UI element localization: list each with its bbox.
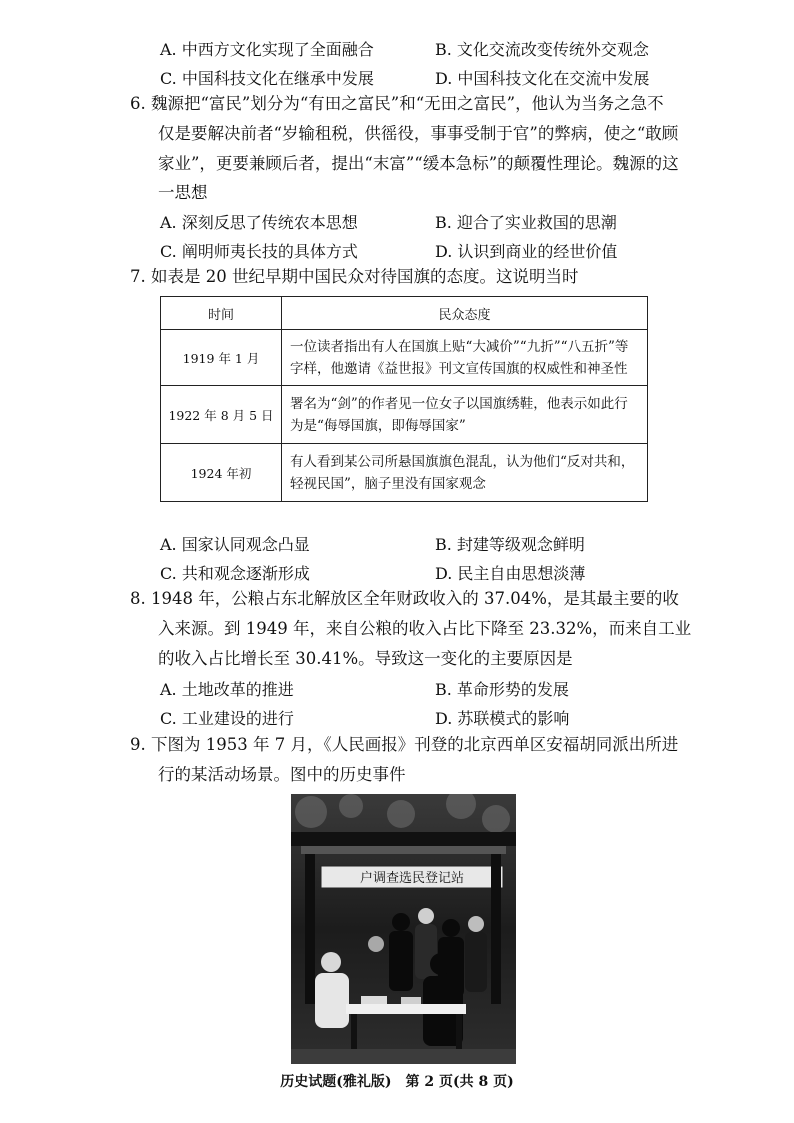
q6-option-d[interactable]: D. 认识到商业的经世价值 [435,242,618,261]
q5-option-a[interactable]: A. 中西方文化实现了全面融合 [160,40,374,59]
q5-option-b[interactable]: B. 文化交流改变传统外交观念 [435,40,649,59]
q6-stem-line-4: 一思想 [158,183,208,202]
table-cell-attitude: 有人看到某公司所悬国旗旗色混乱，认为他们“反对共和，轻视民国”，脑子里没有国家观念 [282,444,648,502]
table-row [161,330,648,386]
q7-option-c[interactable]: C. 共和观念逐渐形成 [160,564,310,583]
q8-option-row-2 [160,706,740,734]
q6-stem-line-2: 仅是要解决前者“岁输租税，供徭役，事事受制于官”的弊病，使之“敢顾 [158,124,679,143]
table-row [161,386,648,444]
q8-option-a[interactable]: A. 土地改革的推进 [160,680,294,699]
q6-option-b[interactable]: B. 迎合了实业救国的思潮 [435,213,617,232]
q7-option-d[interactable]: D. 民主自由思想淡薄 [435,564,586,583]
q7-table [160,296,648,502]
q8-stem-line-2: 入来源。到 1949 年，来自公粮的收入占比下降至 23.32%，而来自工业 [158,619,692,638]
q9-stem-line-2: 行的某活动场景。图中的历史事件 [158,765,406,784]
historical-photo [291,794,516,1064]
table-cell-attitude: 署名为“剑”的作者见一位女子以国旗绣鞋，他表示如此行为是“侮辱国旗，即侮辱国家” [282,386,648,444]
q8-stem-line-3: 的收入占比增长至 30.41%。导致这一变化的主要原因是 [158,649,573,668]
q6-option-c[interactable]: C. 阐明师夷长技的具体方式 [160,242,358,261]
q7-stem: 7. 如表是 20 世纪早期中国民众对待国旗的态度。这说明当时 [130,267,579,286]
q5-option-row-1 [160,37,740,65]
table-row [161,444,648,502]
table-header-time: 时间 [161,297,282,330]
q7-option-row-1 [160,532,740,560]
q8-option-row-1 [160,677,740,705]
photo-sign-text: 户调查选民登记站 [359,871,465,886]
q6-option-row-1 [160,210,740,238]
table-header-attitude: 民众态度 [282,297,648,330]
q5-option-c[interactable]: C. 中国科技文化在继承中发展 [160,69,374,88]
q9-stem-line-1: 9. 下图为 1953 年 7 月，《人民画报》刊登的北京西单区安福胡同派出所进 [130,735,679,754]
table-cell-time: 1924 年初 [161,444,282,502]
q6-stem-line-1: 6. 魏源把“富民”划分为“有田之富民”和“无田之富民”，他认为当务之急不 [130,94,664,113]
page-footer: 历史试题(雅礼版) 第 2 页(共 8 页) [280,1074,514,1090]
table-cell-time: 1919 年 1 月 [161,330,282,386]
q8-stem-line-1: 8. 1948 年，公粮占东北解放区全年财政收入的 37.04%，是其最主要的收 [130,589,679,608]
q8-option-c[interactable]: C. 工业建设的进行 [160,709,294,728]
q8-option-d[interactable]: D. 苏联模式的影响 [435,709,570,728]
q7-option-b[interactable]: B. 封建等级观念鲜明 [435,535,585,554]
q6-stem-line-3: 家业”，更要兼顾后者，提出“末富”“缓本急标”的颠覆性理论。魏源的这 [158,154,679,173]
q8-option-b[interactable]: B. 革命形势的发展 [435,680,569,699]
table-cell-time: 1922 年 8 月 5 日 [161,386,282,444]
q5-option-d[interactable]: D. 中国科技文化在交流中发展 [435,69,650,88]
q7-option-a[interactable]: A. 国家认同观念凸显 [160,535,310,554]
table-cell-attitude: 一位读者指出有人在国旗上贴“大减价”“九折”“八五折”等字样，他邀请《益世报》刊文宣传国旗的权威性和神圣性 [282,330,648,386]
q6-option-a[interactable]: A. 深刻反思了传统农本思想 [160,213,358,232]
photo-scene [291,794,516,1064]
table-header-row [161,297,648,330]
